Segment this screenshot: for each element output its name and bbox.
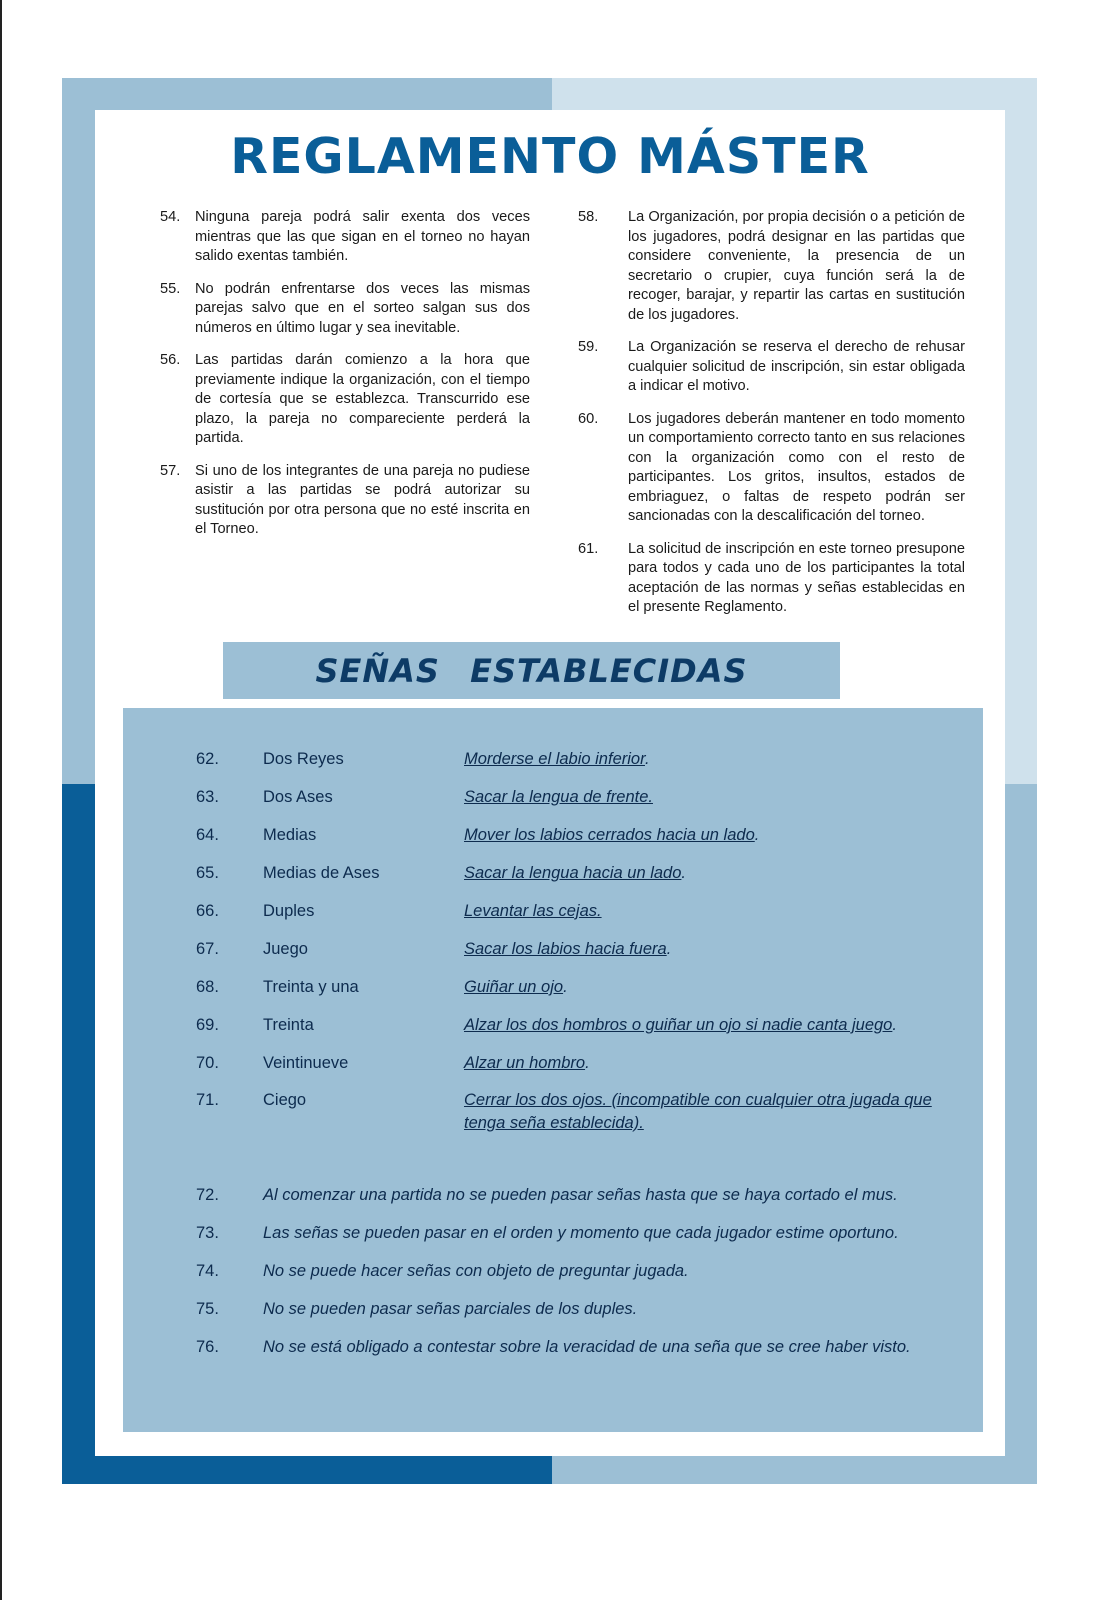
sena-description-text: Sacar la lengua de frente.	[464, 788, 653, 806]
sena-description-text: Cerrar los dos ojos. (incompatible con cualquier otra jugada que tenga seña establecida).	[464, 1091, 932, 1132]
sena-description-end: .	[585, 1054, 590, 1072]
note-text: No se pueden pasar señas parciales de los duples.	[263, 1300, 638, 1318]
senas-heading-banner	[223, 642, 840, 699]
rule-item	[160, 351, 530, 449]
rule-item	[160, 462, 530, 540]
note-number: 74.	[196, 1262, 219, 1280]
rule-text: La Organización, por propia decisión o a petición de los jugadores, podrá designar en las partidas que considere conveniente, la presencia de un secretario o crupier, cuya función será la de recoger, barajar, y repartir las cartas en sustitución de los jugadores.	[628, 209, 965, 323]
note-text: Las señas se pueden pasar en el orden y momento que cada jugador estime oportuno.	[263, 1224, 899, 1242]
rule-text: La Organización se reserva el derecho de rehusar cualquier solicitud de inscripción, sin estar obligada a indicar el motivo.	[628, 339, 965, 394]
sena-name: Treinta y una	[263, 978, 359, 996]
rule-number: 60.	[578, 410, 599, 427]
sena-name: Dos Ases	[263, 788, 333, 806]
rule-number: 57.	[160, 462, 181, 479]
sena-description	[464, 1014, 964, 1037]
sena-number: 62.	[196, 750, 219, 768]
sena-description-text: Alzar un hombro	[464, 1054, 586, 1072]
rules-right-column	[578, 208, 965, 631]
sena-description-end: .	[666, 940, 672, 958]
sena-description-text: Morderse el labio inferior	[464, 750, 645, 768]
note-number: 76.	[196, 1338, 219, 1356]
sena-description-end: .	[563, 978, 568, 996]
sena-description-text: Guiñar un ojo	[464, 978, 564, 996]
sena-name: Duples	[263, 902, 315, 920]
rule-number: 56.	[160, 352, 181, 368]
sena-description-end: .	[892, 1016, 897, 1034]
sena-number: 71.	[196, 1091, 219, 1109]
rule-text: Los jugadores deberán mantener en todo momento un comportamiento correcto tanto en sus relaciones con la organización como con el resto de participantes. Los gritos, insultos, estados de embriaguez, o faltas de respeto podrán ser sancionadas con la descalificación del torneo.	[628, 410, 965, 524]
rule-item	[160, 280, 530, 339]
sena-number: 66.	[196, 902, 219, 920]
sena-number: 63.	[196, 788, 219, 806]
sena-description-text: Sacar la lengua hacia un lado	[464, 864, 682, 882]
sena-description	[464, 900, 964, 923]
note-text: No se puede hacer señas con objeto de preguntar jugada.	[263, 1262, 689, 1280]
rule-text: Las partidas darán comienzo a la hora que previamente indique la organización, con el tiempo de cortesía que se establezca. Transcurrido ese plazo, la pareja no compareciente perderá la partida.	[195, 352, 530, 446]
note-number: 75.	[196, 1300, 219, 1318]
rule-text: Ninguna pareja podrá salir exenta dos veces mientras que las que sigan en el torneo no hayan salido exentas también.	[195, 209, 530, 264]
page-title: REGLAMENTO MÁSTER	[230, 128, 870, 185]
rule-number: 59.	[578, 339, 599, 355]
sena-description	[464, 862, 964, 885]
sena-name: Medias	[263, 826, 317, 844]
senas-heading: SEÑAS ESTABLECIDAS	[315, 651, 748, 690]
sena-name: Medias de Ases	[263, 864, 380, 882]
sena-description	[464, 938, 964, 961]
sena-description-end: .	[644, 750, 650, 768]
sena-number: 69.	[196, 1016, 219, 1034]
note-text: No se está obligado a contestar sobre la veracidad de una seña que se cree haber visto.	[263, 1338, 911, 1356]
rule-number: 58.	[578, 209, 599, 225]
rule-number: 55.	[160, 280, 181, 297]
rule-item	[578, 410, 965, 527]
rule-number: 61.	[578, 540, 599, 557]
rule-item	[578, 540, 965, 618]
sena-description	[464, 786, 964, 809]
rule-item	[578, 208, 965, 325]
sena-name: Juego	[263, 940, 308, 958]
sena-description-end: .	[681, 864, 687, 882]
sena-description-text: Sacar los labios hacia fuera	[464, 940, 667, 958]
sena-number: 65.	[196, 864, 219, 882]
rule-text: No podrán enfrentarse dos veces las mismas parejas salvo que en el sorteo salgan sus dos números en último lugar y sea inevitable.	[195, 280, 530, 336]
sena-name: Treinta	[263, 1016, 314, 1034]
sena-number: 70.	[196, 1054, 219, 1072]
sena-description	[464, 1089, 964, 1135]
sena-name: Dos Reyes	[263, 750, 344, 768]
rule-item	[578, 338, 965, 397]
sena-number: 68.	[196, 978, 219, 996]
senas-panel	[123, 708, 983, 1432]
rules-left-column	[160, 208, 530, 553]
rule-number: 54.	[160, 209, 181, 225]
sena-description-text: Mover los labios cerrados hacia un lado	[464, 826, 755, 844]
sena-number: 67.	[196, 940, 219, 958]
sena-description	[464, 1052, 964, 1075]
note-number: 73.	[196, 1224, 219, 1242]
page-edge-line	[0, 0, 2, 1600]
note-number: 72.	[196, 1186, 219, 1204]
rule-text: La solicitud de inscripción en este torneo presupone para todos y cada uno de los participantes la total aceptación de las normas y señas establecidas en el presente Reglamento.	[628, 540, 965, 615]
sena-name: Veintinueve	[263, 1054, 349, 1072]
note-text: Al comenzar una partida no se pueden pasar señas hasta que se haya cortado el mus.	[263, 1186, 898, 1204]
rule-item	[160, 208, 530, 267]
sena-description-text: Levantar las cejas.	[464, 902, 602, 920]
sena-name: Ciego	[263, 1091, 307, 1109]
sena-number: 64.	[196, 826, 219, 844]
sena-description-text: Alzar los dos hombros o guiñar un ojo si nadie canta juego	[464, 1016, 893, 1034]
sena-description	[464, 976, 964, 999]
rule-text: Si uno de los integrantes de una pareja no pudiese asistir a las partidas se podrá autorizar su sustitución por otra persona que no esté inscrita en el Torneo.	[195, 462, 530, 537]
sena-description	[464, 824, 964, 847]
sena-description-end: .	[754, 826, 760, 844]
sena-description	[464, 748, 964, 771]
